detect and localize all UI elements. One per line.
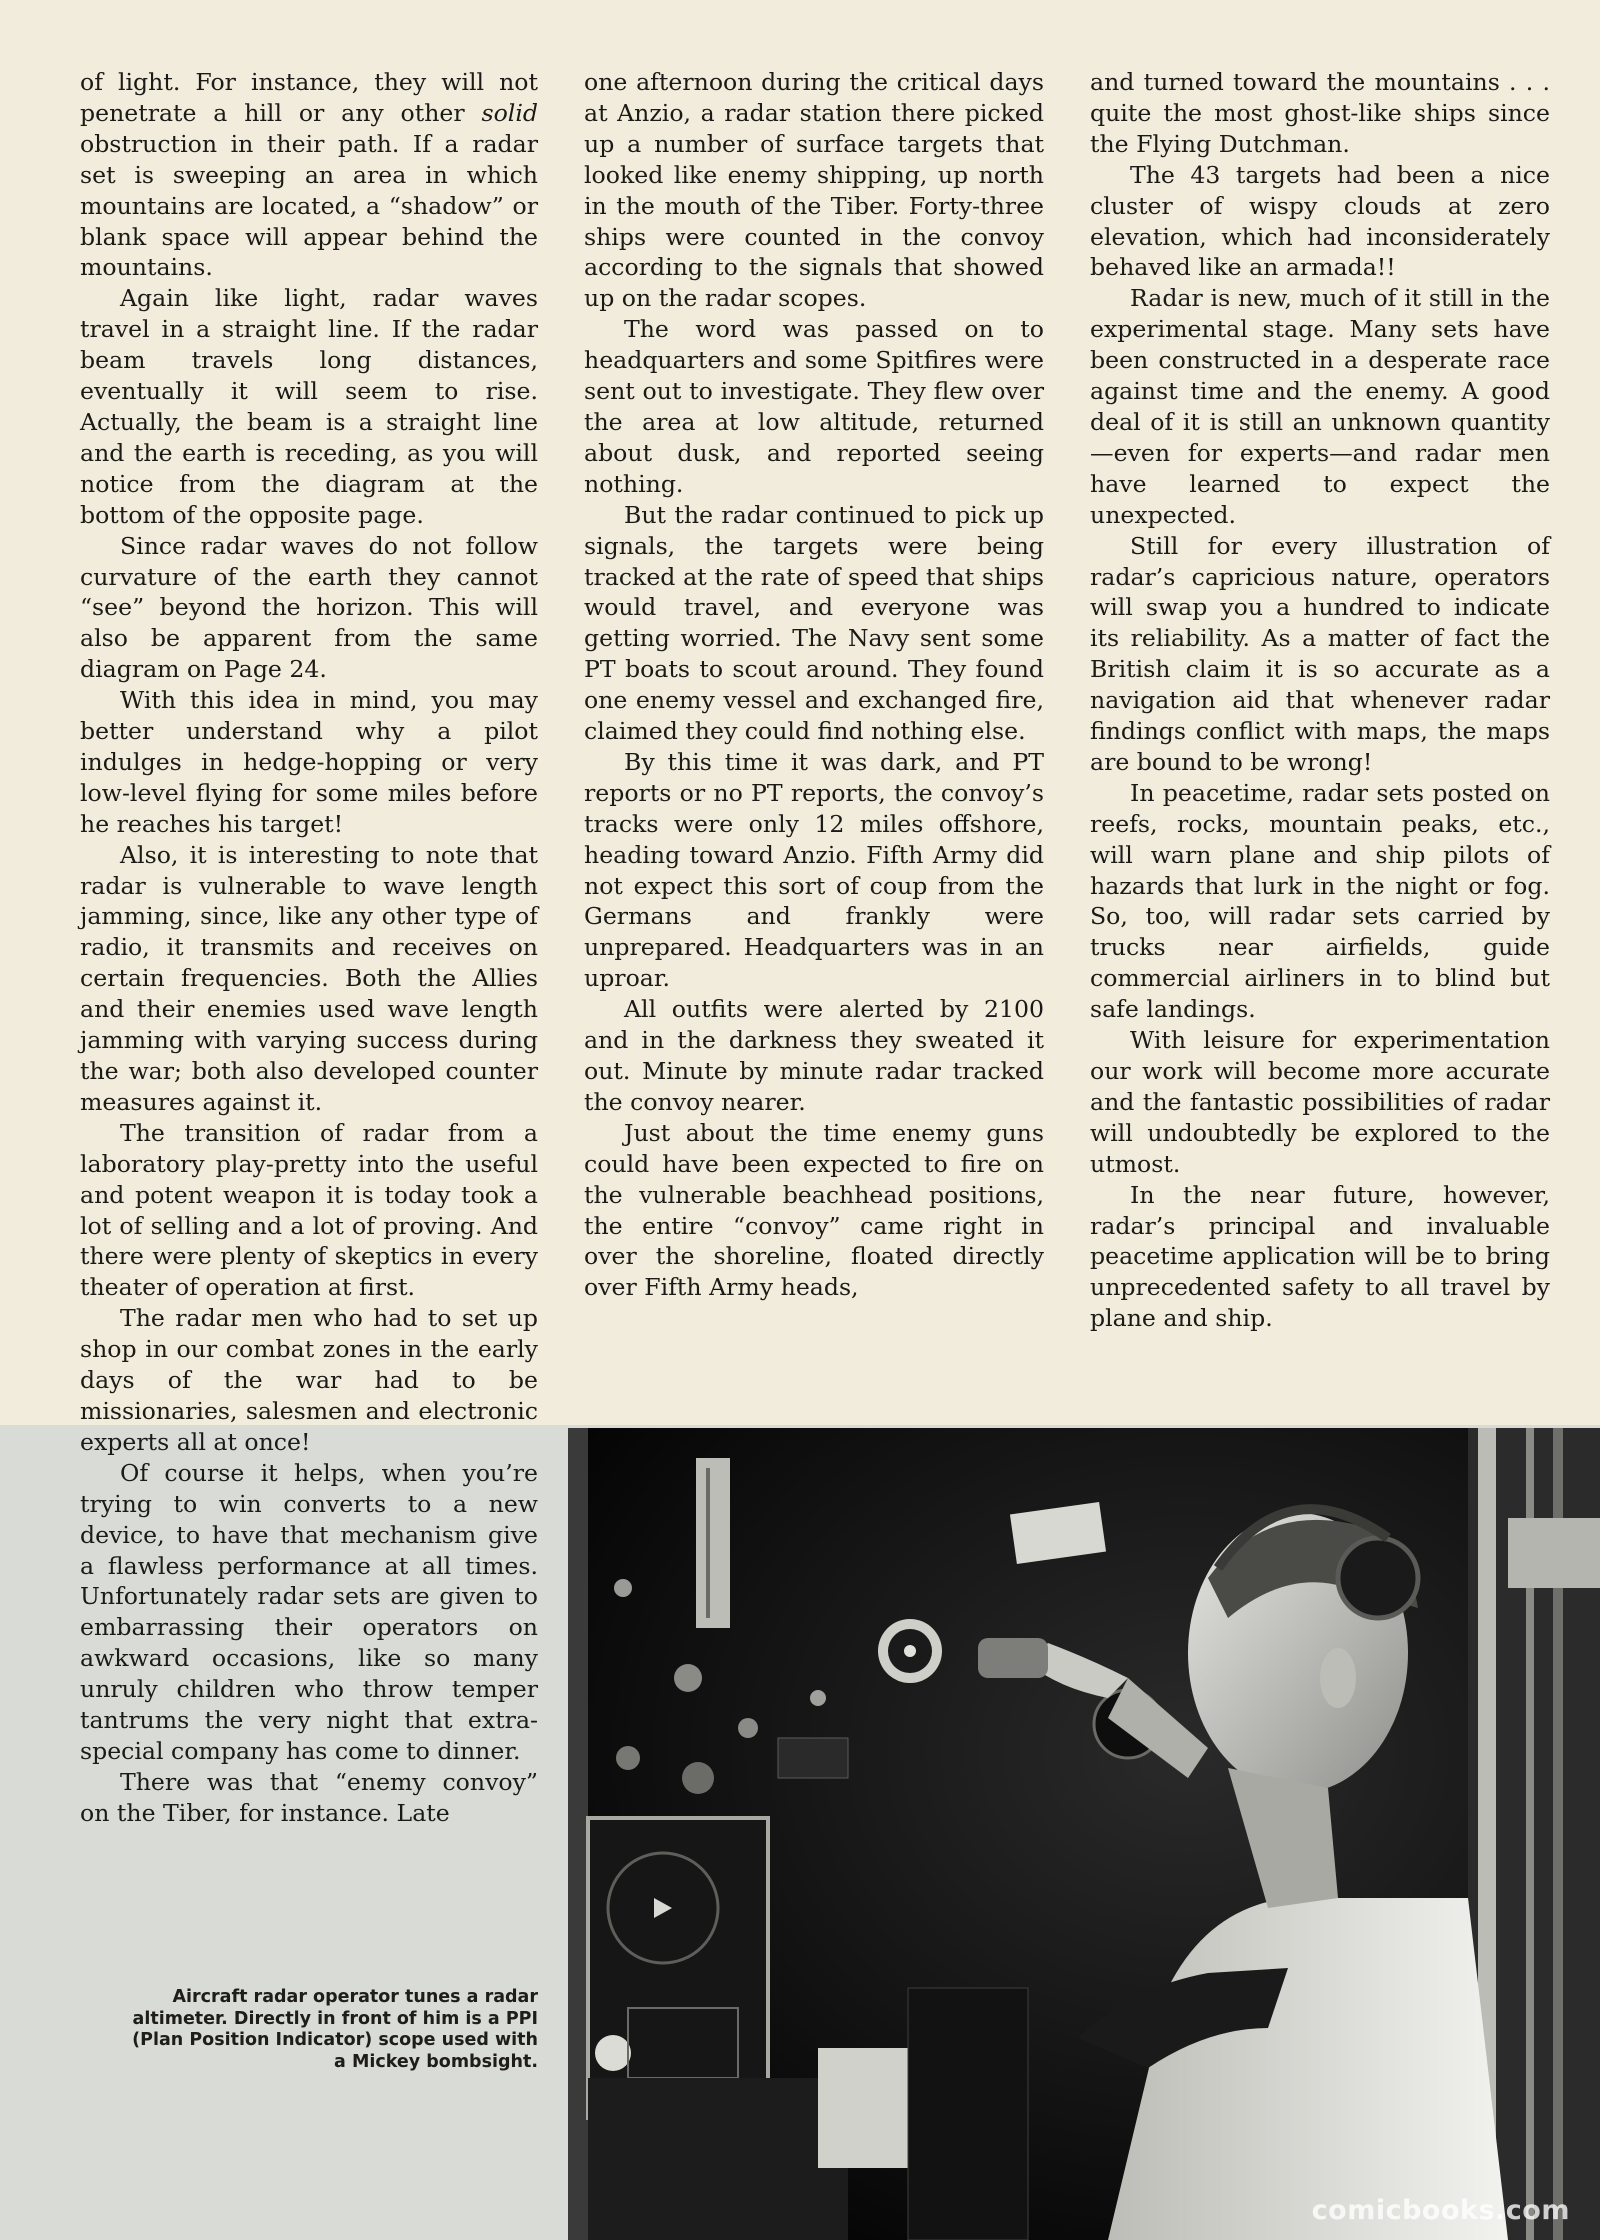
article-column-3 bbox=[1090, 67, 1550, 1334]
paragraph: The transition of radar from a laboratory play-pretty into the useful and potent weapon it is today took a lot of selling and a lot of proving. And there were plenty of skeptics in every theater of operation at first. bbox=[80, 1118, 538, 1302]
paragraph: The word was passed on to headquarters and some Spitfires were sent out to investigate. They flew over the area at low altitude, returned about dusk, and reported seeing nothing. bbox=[584, 315, 1044, 498]
article-column-1 bbox=[80, 67, 538, 1829]
paragraph: With leisure for experimentation our work will become more accurate and the fantastic possibilities of radar will undoubtedly be explored to the utmost. bbox=[1090, 1026, 1550, 1178]
paragraph: Radar is new, much of it still in the experimental stage. Many sets have been constructed in a desperate race against time and the enemy. A good deal of it is still an unknown quantity—even for experts—and radar men have learned to expect the unexpected. bbox=[1090, 284, 1550, 529]
paragraph: Since radar waves do not follow curvature of the earth they cannot “see” beyond the horizon. This will also be apparent from the same diagram on Page 24. bbox=[80, 531, 538, 684]
paragraph: In peacetime, radar sets posted on reefs, rocks, mountain peaks, etc., will warn plane and ship pilots of hazards that lurk in the night or fog. So, too, will radar sets carried by trucks near airfields, guide commercial airliners in to blind but safe landings. bbox=[1090, 778, 1550, 1024]
paragraph: With this idea in mind, you may better understand why a pilot indulges in hedge-hopping or very low-level flying for some miles before he reaches his target! bbox=[80, 686, 538, 838]
paragraph: But the radar continued to pick up signals, the targets were being tracked at the rate of speed that ships would travel, and everyone was getting worried. The Navy sent some PT boats to scout around. They found one enemy vessel and exchanged fire, claimed they could find nothing else. bbox=[584, 500, 1044, 746]
paragraph: one afternoon during the critical days at Anzio, a radar station there picked up a number of surface targets that looked like enemy shipping, up north in the mouth of the Tiber. Forty-three ships were counted in the convoy according to the signals that showed up on the radar scopes. bbox=[584, 68, 1044, 313]
paragraph: The 43 targets had been a nice cluster of wispy clouds at zero elevation, which had inconsiderately behaved like an armada!! bbox=[1090, 160, 1550, 282]
article-column-2 bbox=[584, 67, 1044, 1303]
paragraph: Of course it helps, when you’re trying to win converts to a new device, to have that mechanism give a flawless performance at all times. Unfortunately radar sets are given to embarrassing their operators on awkward occasions, like so many unruly children who throw temper tantrums the very night that extra-special company has come to dinner. bbox=[80, 1458, 538, 1765]
paragraph: of light. For instance, they will not penetrate a hill or any other solid obstruction in their path. If a radar set is sweeping an area in which mountains are located, a “shadow” or blank space will appear behind the mountains. bbox=[80, 68, 538, 282]
paragraph: and turned toward the mountains . . . quite the most ghost-like ships since the Flying Dutchman. bbox=[1090, 68, 1550, 158]
photo-caption: Aircraft radar operator tunes a radar altimeter. Directly in front of him is a PPI (Plan Position Indicator) scope used with a Mickey bombsight. bbox=[132, 1987, 538, 2072]
paragraph: In the near future, however, radar’s principal and invaluable peacetime application will be to bring unprecedented safety to all travel by plane and ship. bbox=[1090, 1180, 1550, 1333]
paragraph: There was that “enemy convoy” on the Tiber, for instance. Late bbox=[80, 1767, 538, 1827]
paragraph: Just about the time enemy guns could have been expected to fire on the vulnerable beachhead positions, the entire “convoy” came right in over the shoreline, floated directly over Fifth Army heads, bbox=[584, 1118, 1044, 1302]
radar-operator-photo bbox=[568, 1428, 1600, 2240]
paragraph: Also, it is interesting to note that radar is vulnerable to wave length jamming, since, like any other type of radio, it transmits and receives on certain frequencies. Both the Allies and their enemies used wave length jamming with varying success during the war; both also developed counter measures against it. bbox=[80, 840, 538, 1116]
paragraph: The radar men who had to set up shop in our combat zones in the early days of the war had to be missionaries, salesmen and electronic experts all at once! bbox=[80, 1304, 538, 1456]
paragraph: All outfits were alerted by 2100 and in the darkness they sweated it out. Minute by minute radar tracked the convoy nearer. bbox=[584, 995, 1044, 1116]
paragraph: By this time it was dark, and PT reports or no PT reports, the convoy’s tracks were only 12 miles offshore, heading toward Anzio. Fifth Army did not expect this sort of coup from the Germans and frankly were unprepared. Headquarters was in an uproar. bbox=[584, 747, 1044, 993]
paragraph: Still for every illustration of radar’s capricious nature, operators will swap you a hundred to indicate its reliability. As a matter of fact the British claim it is so accurate as a navigation aid that whenever radar findings conflict with maps, the maps are bound to be wrong! bbox=[1090, 531, 1550, 776]
watermark: comicbooks.com bbox=[1311, 2195, 1570, 2226]
paragraph: Again like light, radar waves travel in a straight line. If the radar beam travels long distances, eventually it will seem to rise. Actually, the beam is a straight line and the earth is receding, as you will notice from the diagram at the bottom of the opposite page. bbox=[80, 284, 538, 529]
